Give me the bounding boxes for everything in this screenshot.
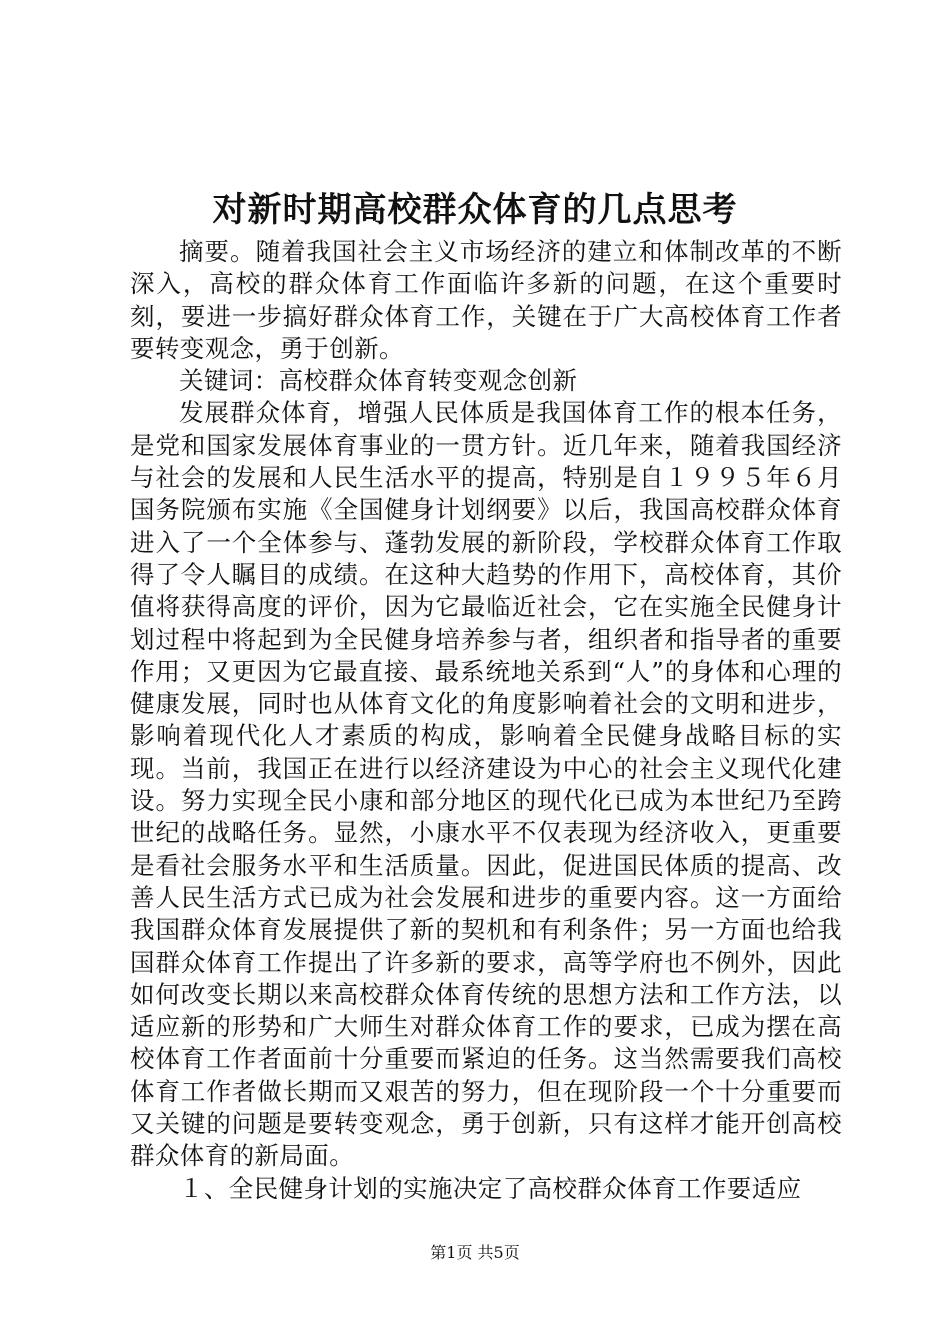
keywords-paragraph: 关键词：高校群众体育转变观念创新 — [179, 366, 578, 396]
body-paragraph: 发展群众体育，增强人民体质是我国体育工作的根本任务，是党和国家发展体育事业的一贯方针。近几年来，随着我国经济与社会的发展和人民生活水平的提高，特别是自１９９５年６月国务院颁布实施《全国健身计划纲要》以后，我国高校群众体育进入了一个全体参与、蓬勃发展的新阶段，学校群众体育工作取得了令人瞩目的成绩。在这种大趋势的作用下，高校体育，其价值将获得高度的评价，因为它最临近社会，它在实施全民健身计划过程中将起到为全民健身培养参与者，组织者和指导者的重要作用；又更因为它最直接、最系统地关系到“人”的身体和心理的健康发展，同时也从体育文化的角度影响着社会的文明和进步，影响着现代化人才素质的构成，影响着全民健身战略目标的实现。当前，我国正在进行以经济建设为中心的社会主义现代化建设。努力实现全民小康和部分地区的现代化已成为本世纪乃至跨世纪的战略任务。显然，小康水平不仅表现为经济收入，更重要是看社会服务水平和生活质量。因此，促进国民体质的提高、改善人民生活方式已成为社会发展和进步的重要内容。这一方面给我国群众体育发展提供了新的契机和有利条件；另一方面也给我国群众体育工作提出了许多新的要求，高等学府也不例外，因此如何改变长期以来高校群众体育传统的思想方法和工作方法，以适应新的形势和广大师生对群众体育工作的要求，已成为摆在高校体育工作者面前十分重要而紧迫的任务。这当然需要我们高校体育工作者做长期而又艰苦的努力，但在现阶段一个十分重要而又关键的问题是要转变观念，勇于创新，只有这样才能开创高校群众体育的新局面。 — [130, 398, 842, 1171]
page-footer: 第1页 共5页 — [430, 1243, 520, 1262]
section-heading-paragraph: １、全民健身计划的实施决定了高校群众体育工作要适应 — [179, 1173, 802, 1203]
abstract-paragraph: 摘要。随着我国社会主义市场经济的建立和体制改革的不断深入，高校的群众体育工作面临许多新的问题，在这个重要时刻，要进一步搞好群众体育工作，关键在于广大高校体育工作者要转变观念，勇于创新。 — [130, 237, 842, 363]
document-title: 对新时期高校群众体育的几点思考 — [212, 190, 738, 230]
document-body — [130, 236, 842, 1205]
